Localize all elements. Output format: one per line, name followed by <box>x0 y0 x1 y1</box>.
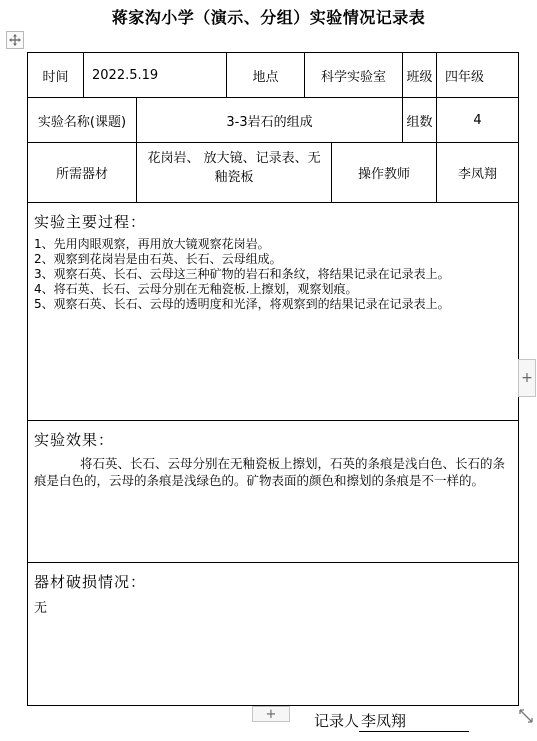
add-column-button[interactable]: + <box>518 359 536 397</box>
recorder-line <box>314 710 469 732</box>
time-value[interactable]: 2022.5.19 <box>84 53 227 98</box>
move-arrows-icon <box>9 34 21 46</box>
add-row-button[interactable]: + <box>252 706 290 722</box>
effect-row <box>28 421 519 563</box>
groups-value[interactable]: 4 <box>437 98 519 143</box>
process-step: 5、观察石英、长石、云母的透明度和光泽，将观察到的结果记录在记录表上。 <box>34 297 450 311</box>
effect-title: 实验效果： <box>34 431 115 449</box>
table-move-handle[interactable] <box>6 31 24 49</box>
table-resize-handle[interactable] <box>517 707 535 725</box>
time-label: 时间 <box>28 53 84 98</box>
document-title: 蒋家沟小学（演示、分组）实验情况记录表 <box>111 8 426 27</box>
damage-row <box>28 563 519 706</box>
process-step: 2、观察到花岗岩是由石英、长石、云母组成。 <box>34 252 282 266</box>
info-row-time <box>28 53 519 98</box>
damage-cell[interactable] <box>28 563 519 706</box>
equipment-label: 所需器材 <box>28 143 137 203</box>
resize-diagonal-icon <box>519 709 533 723</box>
effect-cell[interactable] <box>28 421 519 563</box>
effect-text: 将石英、长石、云母分别在无釉瓷板上擦划，石英的条痕是浅白色、长石的条痕是白色的，云母的条痕是浅绿色的。矿物表面的颜色和擦划的条痕是不一样的。 <box>34 456 506 488</box>
teacher-label: 操作教师 <box>332 143 437 203</box>
process-step: 4、将石英、长石、云母分别在无釉瓷板.上擦划，观察划痕。 <box>34 282 358 296</box>
class-value[interactable]: 四年级 <box>437 53 519 98</box>
recorder-label: 记录人 <box>314 712 360 730</box>
process-step: 1、先用肉眼观察，再用放大镜观察花岗岩。 <box>34 237 270 251</box>
process-title: 实验主要过程： <box>34 213 147 231</box>
place-value[interactable]: 科学实验室 <box>305 53 403 98</box>
class-label: 班级 <box>403 53 437 98</box>
place-label: 地点 <box>227 53 305 98</box>
process-cell[interactable] <box>28 203 519 421</box>
damage-value: 无 <box>34 601 48 616</box>
info-row-experiment <box>28 98 519 143</box>
experiment-name-label: 实验名称(课题) <box>28 98 137 143</box>
process-row <box>28 203 519 421</box>
experiment-name-value[interactable]: 3-3岩石的组成 <box>137 98 403 143</box>
damage-title: 器材破损情况： <box>34 573 147 591</box>
teacher-value[interactable]: 李凤翔 <box>437 143 519 203</box>
groups-label: 组数 <box>403 98 437 143</box>
recorder-name: 李凤翔 <box>359 710 469 732</box>
process-step: 3、观察石英、长石、云母这三种矿物的岩石和条纹，将结果记录在记录表上。 <box>34 267 450 281</box>
equipment-value[interactable]: 花岗岩、 放大镜、记录表、无釉瓷板 <box>137 143 332 203</box>
record-table <box>27 52 519 706</box>
info-row-equipment <box>28 143 519 203</box>
